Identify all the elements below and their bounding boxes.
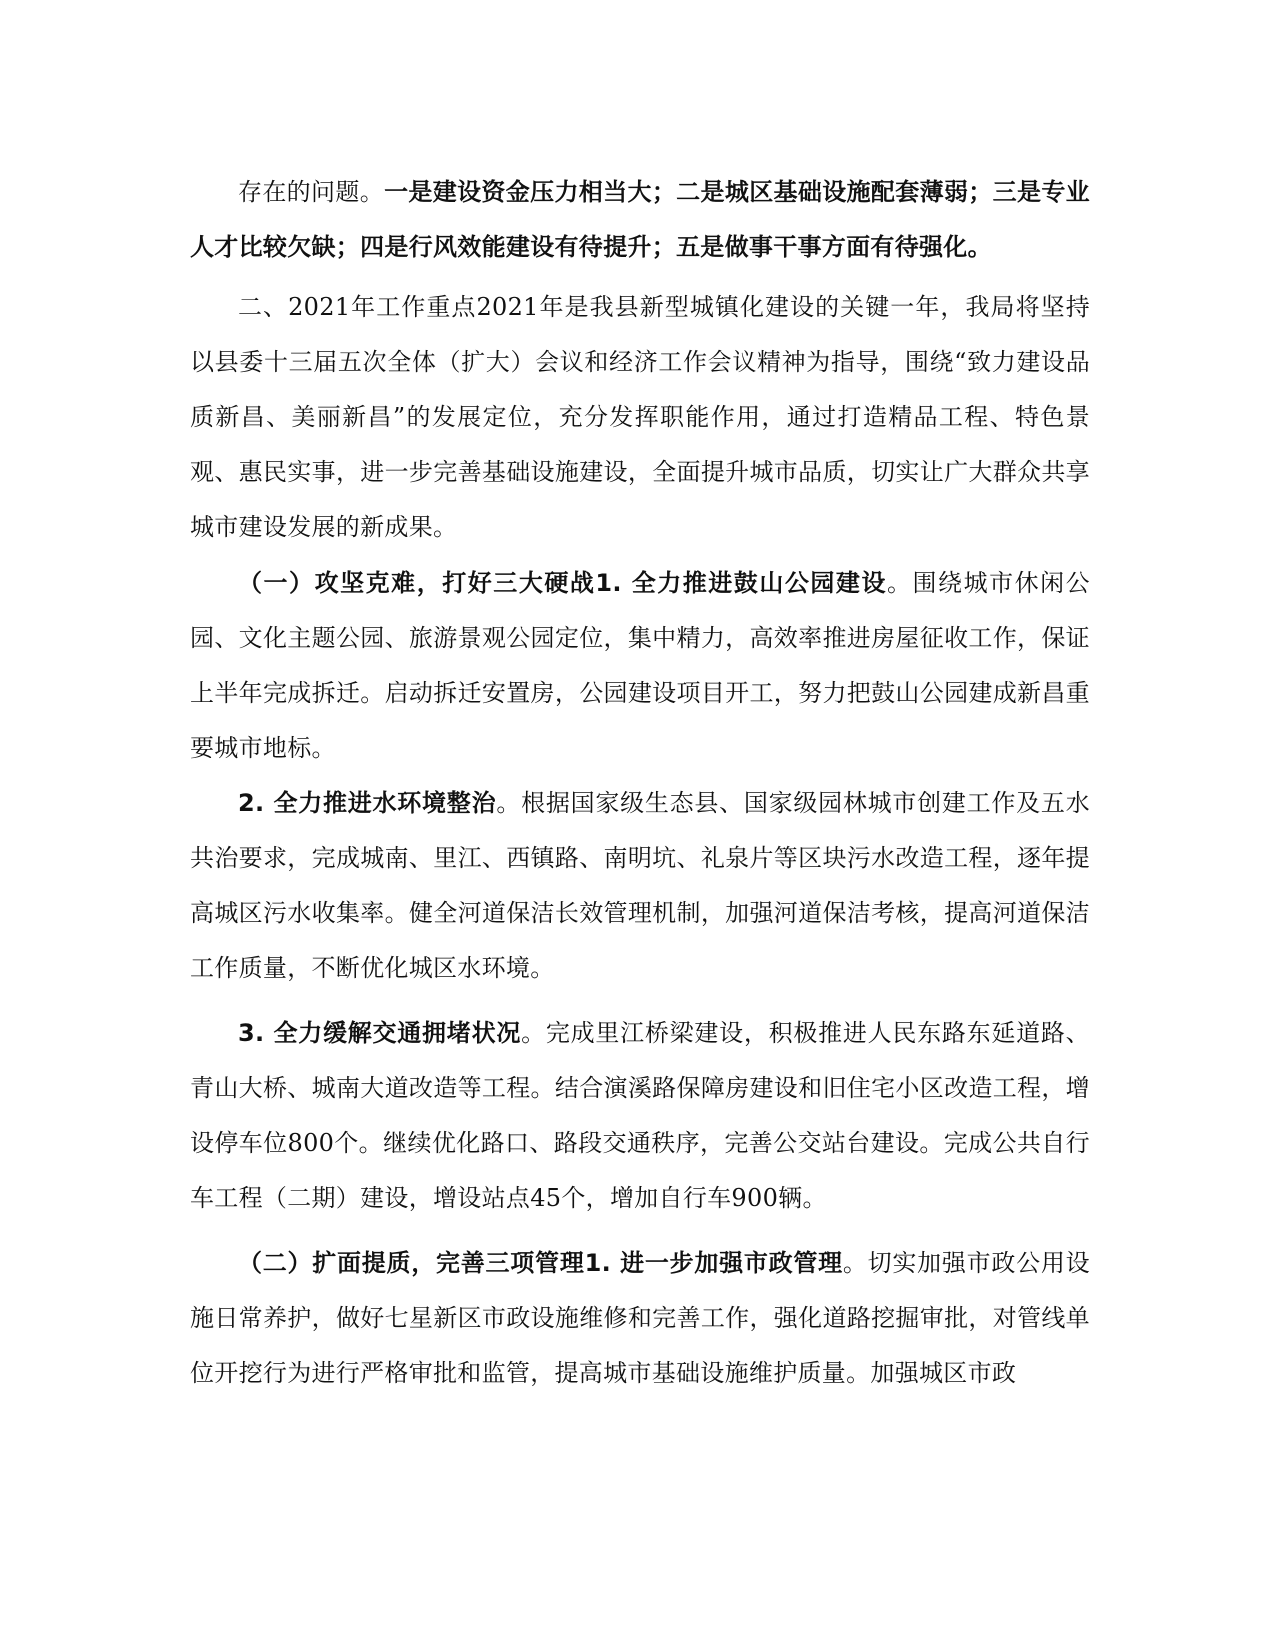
paragraph-water-environment [190, 776, 1090, 996]
paragraph-text: 。围绕城市休闲公园、文化主题公园、旅游景观公园定位，集中精力，高效率推进房屋征收工作，保证上半年完成拆迁。启动拆迁安置房，公园建设项目开工，努力把鼓山公园建成新昌重要城市地标。 [190, 569, 1090, 762]
paragraph-heading: 3. 全力缓解交通拥堵状况 [238, 1019, 522, 1047]
paragraph-work-focus [190, 280, 1090, 555]
paragraph-problems [190, 165, 1090, 275]
paragraph-heading: （二）扩面提质，完善三项管理1. 进一步加强市政管理 [238, 1249, 843, 1277]
paragraph-text: 二、2021年工作重点2021年是我县新型城镇化建设的关键一年，我局将坚持以县委十三届五次全体（扩大）会议和经济工作会议精神为指导，围绕“致力建设品质新昌、美丽新昌”的发展定位，充分发挥职能作用，通过打造精品工程、特色景观、惠民实事，进一步完善基础设施建设，全面提升城市品质，切实让广大群众共享城市建设发展的新成果。 [190, 293, 1090, 541]
paragraph-section-two [190, 1236, 1090, 1401]
paragraph-text: 。完成里江桥梁建设，积极推进人民东路东延道路、青山大桥、城南大道改造等工程。结合演溪路保障房建设和旧住宅小区改造工程，增设停车位800个。继续优化路口、路段交通秩序，完善公交站台建设。完成公共自行车工程（二期）建设，增设站点45个，增加自行车900辆。 [190, 1019, 1090, 1212]
paragraph-heading: （一）攻坚克难，打好三大硬战1. 全力推进鼓山公园建设 [238, 569, 887, 597]
paragraph-section-one [190, 556, 1090, 776]
paragraph-text: 。根据国家级生态县、国家级园林城市创建工作及五水共治要求，完成城南、里江、西镇路、南明坑、礼泉片等区块污水改造工程，逐年提高城区污水收集率。健全河道保洁长效管理机制，加强河道保洁考核，提高河道保洁工作质量，不断优化城区水环境。 [190, 789, 1090, 982]
paragraph-bold-text: 一是建设资金压力相当大；二是城区基础设施配套薄弱；三是专业人才比较欠缺；四是行风效能建设有待提升；五是做事干事方面有待强化。 [190, 178, 1090, 261]
paragraph-text: 存在的问题。 [238, 178, 385, 206]
paragraph-text: 。切实加强市政公用设施日常养护，做好七星新区市政设施维修和完善工作，强化道路挖掘审批，对管线单位开挖行为进行严格审批和监管，提高城市基础设施维护质量。加强城区市政 [190, 1249, 1090, 1387]
paragraph-traffic [190, 1006, 1090, 1226]
paragraph-heading: 2. 全力推进水环境整治 [238, 789, 497, 817]
